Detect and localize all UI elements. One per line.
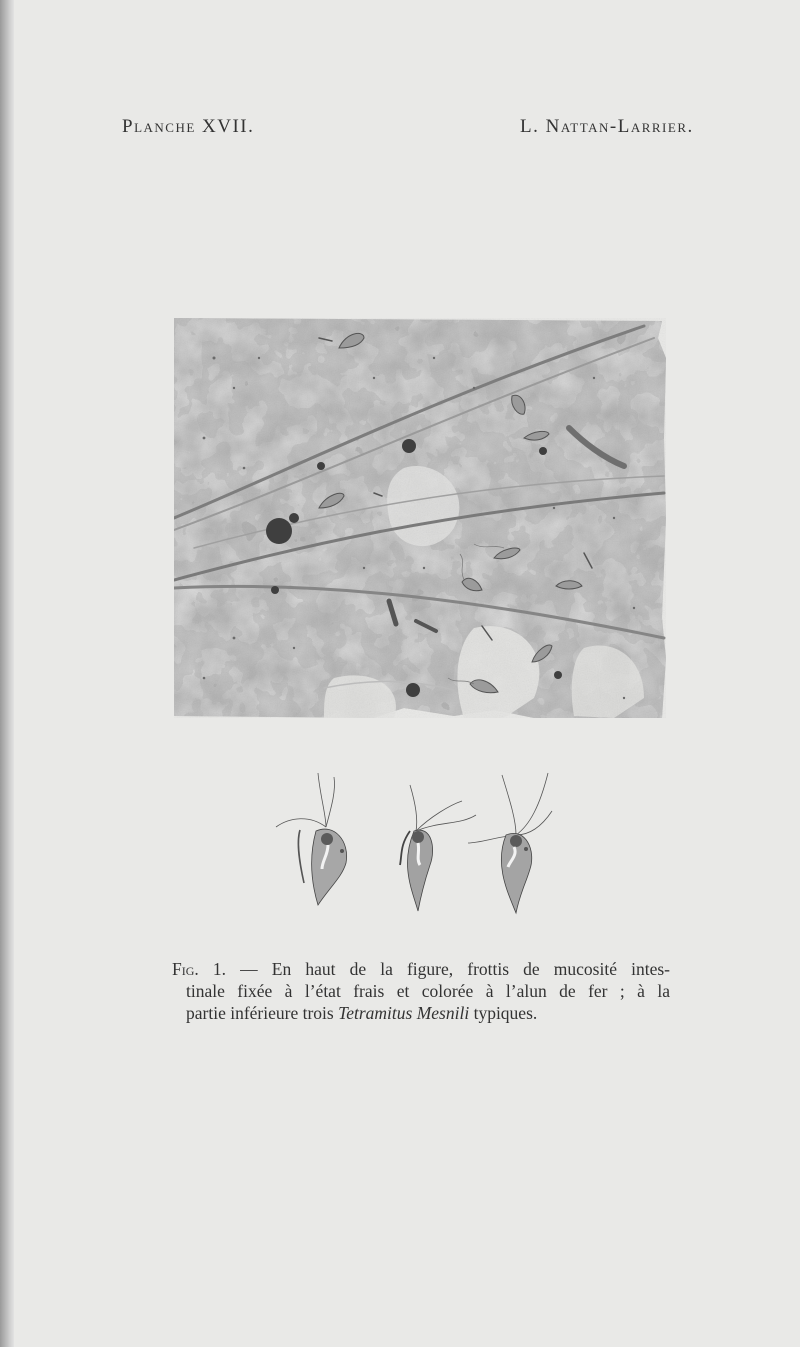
caption-line-2: tinale fixée à l’état frais et colorée à l’alun de fer ; à la: [186, 981, 670, 1001]
species-name: Tetramitus Mesnili: [338, 1003, 470, 1023]
caption-text-3-suffix: typiques.: [469, 1003, 538, 1023]
smear-drawing: [174, 318, 666, 718]
tetramitus-trio-illustration: [270, 765, 560, 925]
tetramitus-drawing: [270, 765, 560, 925]
figure-label: Fig. 1.: [172, 959, 227, 979]
caption-text-1: En haut de la figure, frottis de mucosité intes-: [271, 959, 670, 979]
smear-grain: [174, 318, 666, 718]
caption-dash: —: [226, 959, 272, 979]
tetramitus-specimen-2: [400, 785, 476, 911]
plate-number-header: Planche XVII.: [122, 116, 255, 137]
caption-line-3: [172, 1002, 670, 1024]
author-header: L. Nattan-Larrier.: [520, 116, 694, 137]
caption-line-1: [172, 958, 670, 980]
page-binding-edge: [0, 0, 14, 1347]
mucus-smear-illustration: [174, 318, 666, 718]
tetramitus-specimen-1: [276, 773, 347, 905]
tetramitus-specimen-3: [468, 773, 552, 913]
figure-caption: [172, 958, 670, 1024]
caption-text-3-prefix: partie inférieure trois: [186, 1003, 339, 1023]
